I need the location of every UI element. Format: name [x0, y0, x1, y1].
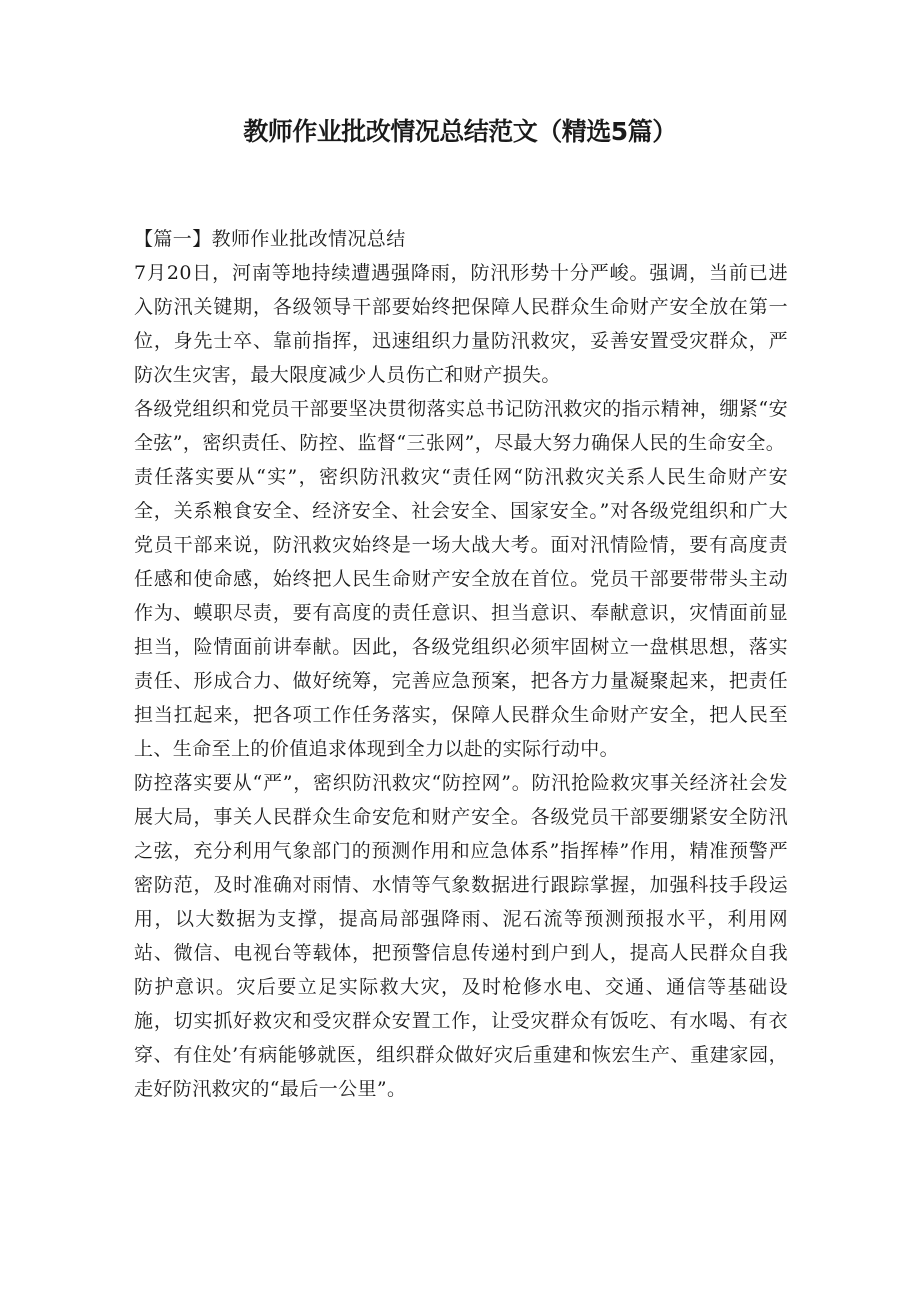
document-title: 教师作业批改情况总结范文（精选5篇） — [243, 117, 677, 146]
paragraph-4: 防控落实要从“严”，密织防汛救灾“防控网”。防汛抢险救灾事关经济社会发展大局，事关人民群众生命安危和财产安全。各级党员干部要绷紧安全防汛之弦，充分利用气象部门的预测作用和应急体系”指挥棒”作用，精准预警严密防范，及时准确对雨情、水情等气象数据进行跟踪掌握，加强科技手段运用，以大数据为支撑，提高局部强降雨、泥石流等预测预报水平，利用网站、微信、电视台等载体，把预警信息传递村到户到人，提高人民群众自我防护意识。灾后要立足实际救大灾，及时枪修水电、交通、通信等基础设施，切实抓好救灾和受灾群众安置工作，让受灾群众有饭吃、有水喝、有衣穿、有住处’有病能够就医，组织群众做好灾后重建和恢宏生产、重建家园，走好防汛救灾的“最后一公里”。 — [134, 772, 788, 1100]
paragraph-3: 责任落实要从“实”，密织防汛救灾“责任网“防汛救灾关系人民生命财产安全，关系粮食安全、经济安全、社会安全、国家安全。”对各级党组织和广大党员干部来说，防汛救灾始终是一场大战大考。面对汛情险情，要有高度责任感和使命感，始终把人民生命财产安全放在首位。党员干部要带带头主动作为、蟆职尽责，要有高度的责任意识、担当意识、奉献意识，灾情面前显担当，险情面前讲奉献。因此，各级党组织必须牢固树立一盘棋思想，落实责任、形成合力、做好统筹，完善应急预案，把各方力量凝聚起来，把责任担当扛起来，把各项工作任务落实，保障人民群众生命财产安全，把人民至上、生命至上的价值追求体现到全力以赴的实际行动中。 — [134, 466, 788, 760]
document-body — [134, 222, 788, 1106]
paragraph-2: 各级党组织和党员干部要坚决贯彻落实总书记防汛救灾的指示精神，绷紧“安全弦”，密织责任、防控、监督“三张网”，尽最大努力确保人民的生命安全。 — [134, 398, 788, 454]
paragraph-1: 7月20日，河南等地持续遭遇强降雨，防汛形势十分严峻。强调，当前已进入防汛关键期，各级领导干部要始终把保障人民群众生命财产安全放在第一位，身先士卒、靠前指挥，迅速组织力量防汛救灾，妥善安置受灾群众，严防次生灾害，最大限度减少人员伤亡和财产损失。 — [134, 262, 788, 386]
section-heading: 【篇一】教师作业批改情况总结 — [134, 228, 406, 250]
